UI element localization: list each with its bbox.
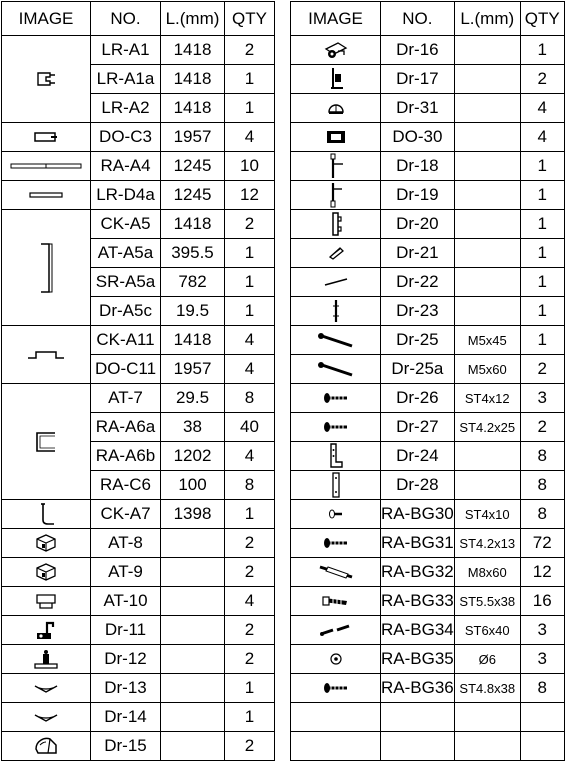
long-bar-icon [2,162,90,170]
part-qty: 1 [520,297,564,326]
part-length [161,616,225,645]
part-image-cell [291,587,381,616]
header-row [291,2,565,36]
part-image-cell [2,181,91,210]
header-no: NO. [91,2,161,36]
part-image-cell [291,703,381,732]
part-image-cell [291,210,381,239]
part-length [454,268,520,297]
part-number: Dr-18 [381,152,455,181]
part-image-cell [2,36,91,123]
hat-profile-icon [2,349,90,361]
part-qty: 10 [225,152,275,181]
part-length: 1418 [161,210,225,239]
screw-icon [291,391,380,405]
long-handle-icon [291,181,380,209]
flat-bar-icon [2,191,90,199]
bracket-frame-icon [2,71,90,87]
table-row [2,732,275,761]
part-qty: 1 [520,326,564,355]
long-bolt-icon [291,332,380,348]
table-row [2,587,275,616]
part-image-cell [2,152,91,181]
part-image-cell [2,645,91,674]
part-length: ST6x40 [454,616,520,645]
part-number: Dr-15 [91,732,161,761]
washer-icon [291,652,380,666]
table-row [2,616,275,645]
part-image-cell [291,152,381,181]
left-table [1,1,275,761]
header-no: NO. [381,2,455,36]
part-number: LR-A2 [91,94,161,123]
part-qty: 4 [225,442,275,471]
dome-cap-icon [291,98,380,118]
part-number: Dr-21 [381,239,455,268]
part-qty: 12 [225,181,275,210]
part-image-cell [2,558,91,587]
angle-bracket-icon [291,442,380,470]
door-stopper-icon [2,735,90,757]
part-number: Dr-22 [381,268,455,297]
part-number: CK-A11 [91,326,161,355]
part-qty: 1 [520,210,564,239]
part-length [454,210,520,239]
part-number: AT-A5a [91,239,161,268]
part-image-cell [291,297,381,326]
table-row [2,645,275,674]
part-qty: 8 [520,500,564,529]
part-length [454,94,520,123]
part-image-cell [2,210,91,326]
part-number: Dr-26 [381,384,455,413]
part-length: ST4.8x38 [454,674,520,703]
part-qty: 2 [225,210,275,239]
part-length [161,529,225,558]
part-image-cell [291,616,381,645]
table-row [2,529,275,558]
part-length: 395.5 [161,239,225,268]
latch-bracket-icon [2,648,90,670]
part-image-cell [291,442,381,471]
part-image-cell [291,413,381,442]
part-qty: 40 [225,413,275,442]
part-length [454,181,520,210]
part-image-cell [2,326,91,384]
part-length [161,558,225,587]
part-qty: 1 [225,94,275,123]
part-image-cell [291,268,381,297]
part-number: DO-30 [381,123,455,152]
part-length [161,645,225,674]
table-row [2,558,275,587]
table-row [291,65,565,94]
part-image-cell [2,123,91,152]
table-row [2,181,275,210]
part-qty [520,703,564,732]
table-row [291,268,565,297]
part-length: ST4.2x13 [454,529,520,558]
table-row [2,500,275,529]
table-row [2,152,275,181]
part-number: Dr-27 [381,413,455,442]
rod-icon [291,298,380,324]
part-qty: 2 [225,616,275,645]
part-number: Dr-14 [91,703,161,732]
part-image-cell [2,384,91,500]
part-image-cell [291,384,381,413]
part-image-cell [291,326,381,355]
part-number: RA-BG30 [381,500,455,529]
left-parts-table [1,1,275,761]
part-qty: 8 [225,471,275,500]
table-row [2,326,275,355]
part-qty: 4 [225,326,275,355]
part-number: Dr-17 [381,65,455,94]
part-length: M8x60 [454,558,520,587]
flat-plate-icon [291,471,380,499]
part-length: 100 [161,471,225,500]
handle-lever-icon [291,152,380,180]
part-qty: 4 [225,355,275,384]
part-number: LR-A1 [91,36,161,65]
small-clip-icon [291,245,380,261]
header-length: L.(mm) [454,2,520,36]
table-row [291,674,565,703]
right-parts-table [290,1,565,761]
screw-icon [291,536,380,550]
table-row [2,674,275,703]
corner-block-icon [2,533,90,553]
part-number: AT-9 [91,558,161,587]
hinge-bracket-icon [2,619,90,641]
part-number: AT-8 [91,529,161,558]
part-qty: 4 [520,123,564,152]
part-image-cell [291,529,381,558]
part-length: M5x45 [454,326,520,355]
part-number: RA-A4 [91,152,161,181]
right-table [290,1,565,761]
part-qty: 8 [520,674,564,703]
part-number: RA-A6a [91,413,161,442]
part-image-cell [291,558,381,587]
part-number: RA-C6 [91,471,161,500]
part-length: 1398 [161,500,225,529]
part-qty: 1 [225,500,275,529]
part-number: LR-D4a [91,181,161,210]
table-row [291,732,565,761]
part-number: RA-A6b [91,442,161,471]
part-number: Dr-25 [381,326,455,355]
part-length: Ø6 [454,645,520,674]
part-length [454,123,520,152]
part-image-cell [291,181,381,210]
part-length: 1957 [161,355,225,384]
part-length [454,471,520,500]
table-row [291,587,565,616]
header-length: L.(mm) [161,2,225,36]
part-number: SR-A5a [91,268,161,297]
part-number: Dr-24 [381,442,455,471]
part-qty: 1 [225,703,275,732]
table-row [291,94,565,123]
part-length: ST4.2x25 [454,413,520,442]
part-number: RA-BG31 [381,529,455,558]
part-qty: 3 [520,616,564,645]
table-row [291,471,565,500]
screw-icon [291,420,380,434]
part-length: 1957 [161,123,225,152]
part-length: ST4x12 [454,384,520,413]
part-image-cell [291,645,381,674]
part-number: RA-BG36 [381,674,455,703]
part-qty: 2 [225,645,275,674]
table-row [291,239,565,268]
part-number: Dr-23 [381,297,455,326]
table-row [291,152,565,181]
table-row [291,413,565,442]
part-length [454,732,520,761]
part-number: Dr-A5c [91,297,161,326]
part-image-cell [291,239,381,268]
part-length: 1245 [161,152,225,181]
part-qty: 2 [225,732,275,761]
roller-wheel-icon [291,39,380,61]
thin-pin-icon [291,277,380,287]
part-image-cell [291,471,381,500]
part-image-cell [2,703,91,732]
screw-plug-icon [291,622,380,638]
part-length [454,297,520,326]
part-length: 19.5 [161,297,225,326]
part-length [454,703,520,732]
table-row [291,616,565,645]
part-number: RA-BG35 [381,645,455,674]
part-image-cell [291,36,381,65]
part-qty: 1 [520,152,564,181]
part-length: 1245 [161,181,225,210]
part-image-cell [2,500,91,529]
part-number: Dr-13 [91,674,161,703]
part-number: RA-BG34 [381,616,455,645]
part-qty: 1 [225,297,275,326]
part-length [454,36,520,65]
part-length [454,152,520,181]
part-number: Dr-31 [381,94,455,123]
part-image-cell [2,616,91,645]
part-qty: 1 [520,268,564,297]
short-screw-icon [291,507,380,521]
part-length: ST4x10 [454,500,520,529]
part-number: LR-A1a [91,65,161,94]
part-image-cell [291,94,381,123]
part-length: 29.5 [161,384,225,413]
part-number: DO-C11 [91,355,161,384]
square-plate-icon [291,129,380,145]
part-qty: 12 [520,558,564,587]
part-image-cell [291,123,381,152]
part-number: CK-A5 [91,210,161,239]
part-image-cell [2,732,91,761]
part-length: 1202 [161,442,225,471]
part-image-cell [2,587,91,616]
table-row [2,703,275,732]
part-image-cell [291,355,381,384]
u-channel-icon [2,429,90,455]
part-length: 1418 [161,65,225,94]
header-row [2,2,275,36]
part-qty: 4 [225,123,275,152]
part-length [161,703,225,732]
end-cap-icon [2,591,90,611]
part-number: RA-BG32 [381,558,455,587]
part-qty: 4 [225,587,275,616]
header-image: IMAGE [291,2,381,36]
part-qty: 3 [520,384,564,413]
short-rail-icon [2,131,90,143]
part-image-cell [2,674,91,703]
part-qty: 2 [520,413,564,442]
part-length: M5x60 [454,355,520,384]
part-qty: 1 [225,239,275,268]
header-qty: QTY [225,2,275,36]
part-number: DO-C3 [91,123,161,152]
corner-block-icon [2,562,90,582]
table-row [291,442,565,471]
part-length: 38 [161,413,225,442]
c-channel-icon [2,240,90,296]
lock-bracket-icon [291,66,380,92]
table-row [291,123,565,152]
table-row [291,645,565,674]
wall-plug-icon [291,593,380,609]
part-number: CK-A7 [91,500,161,529]
anchor-bolt-icon [291,563,380,581]
part-number [381,703,455,732]
part-qty: 1 [520,239,564,268]
part-length [161,732,225,761]
part-length [454,442,520,471]
part-qty: 1 [225,268,275,297]
part-length [454,65,520,94]
part-image-cell [291,65,381,94]
part-qty: 8 [225,384,275,413]
part-qty: 1 [225,674,275,703]
table-row [291,558,565,587]
part-qty: 3 [520,645,564,674]
part-qty: 2 [520,65,564,94]
header-qty: QTY [520,2,564,36]
table-row [291,36,565,65]
part-qty [520,732,564,761]
part-image-cell [291,732,381,761]
part-number: Dr-20 [381,210,455,239]
part-number: Dr-28 [381,471,455,500]
part-length: 1418 [161,326,225,355]
part-length: 782 [161,268,225,297]
part-qty: 16 [520,587,564,616]
part-qty: 4 [520,94,564,123]
part-number: AT-10 [91,587,161,616]
part-image-cell [291,674,381,703]
part-length [161,587,225,616]
part-qty: 2 [520,355,564,384]
part-image-cell [291,500,381,529]
part-qty: 8 [520,442,564,471]
part-length: 1418 [161,94,225,123]
part-number: Dr-12 [91,645,161,674]
table-row [291,703,565,732]
part-length [161,674,225,703]
curved-guide-icon [2,711,90,723]
table-row [291,181,565,210]
part-qty: 72 [520,529,564,558]
table-row [291,500,565,529]
wall-clip-icon [291,211,380,237]
table-row [291,210,565,239]
part-qty: 1 [520,181,564,210]
table-row [2,123,275,152]
table-row [291,529,565,558]
part-number: Dr-25a [381,355,455,384]
part-qty: 2 [225,558,275,587]
long-bolt-icon [291,361,380,377]
table-row [291,326,565,355]
part-length: 1418 [161,36,225,65]
part-length [454,239,520,268]
part-number: RA-BG33 [381,587,455,616]
table-row [2,384,275,413]
part-number: Dr-11 [91,616,161,645]
screw-icon [291,681,380,695]
part-qty: 8 [520,471,564,500]
table-row [291,297,565,326]
part-number [381,732,455,761]
hook-profile-icon [2,502,90,526]
table-row [291,384,565,413]
part-qty: 1 [520,36,564,65]
table-row [2,210,275,239]
part-qty: 1 [225,65,275,94]
part-number: Dr-16 [381,36,455,65]
curved-guide-icon [2,682,90,694]
table-row [2,36,275,65]
part-number: Dr-19 [381,181,455,210]
header-image: IMAGE [2,2,91,36]
part-qty: 2 [225,36,275,65]
part-qty: 2 [225,529,275,558]
part-number: AT-7 [91,384,161,413]
part-image-cell [2,529,91,558]
part-length: ST5.5x38 [454,587,520,616]
table-row [291,355,565,384]
